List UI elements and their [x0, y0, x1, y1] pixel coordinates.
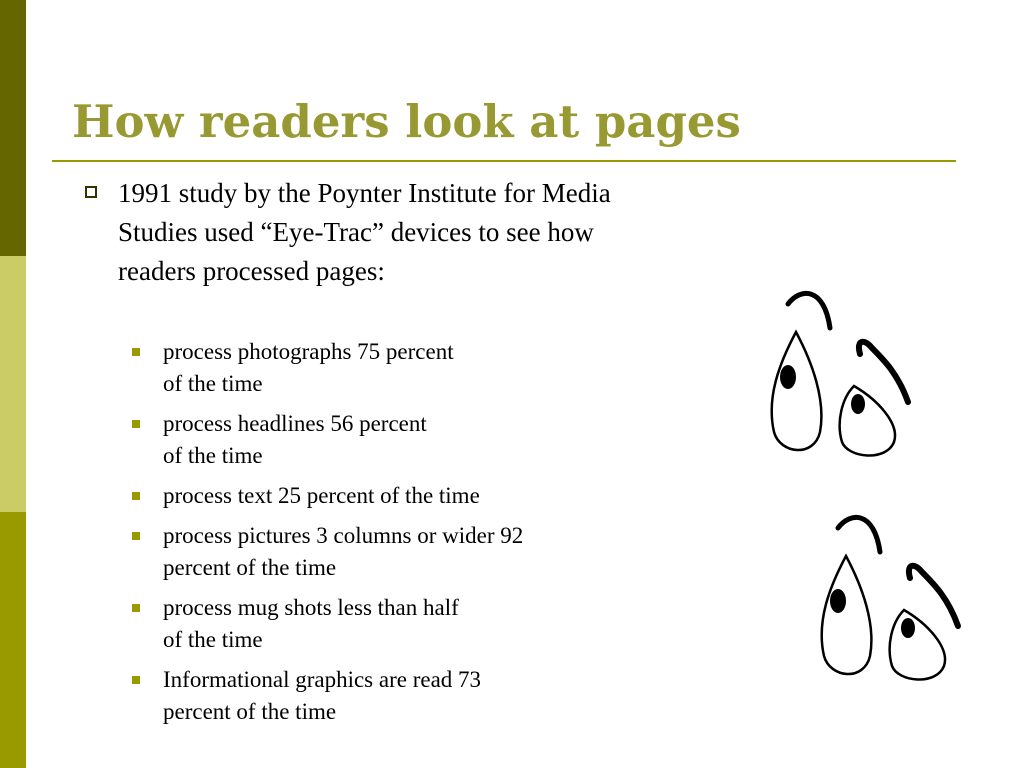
side-bar-bottom — [0, 512, 26, 768]
sub-bullet-line: percent of the time — [163, 555, 337, 580]
sub-bullet-list — [130, 336, 690, 736]
sub-bullet-line: of the time — [163, 443, 263, 468]
main-bullet-text: 1991 study by the Poynter Institute for Media Studies used “Eye-Trac” devices to see how readers processed pages: — [118, 178, 611, 286]
filled-square-bullet-icon — [132, 492, 140, 500]
sub-bullet-text — [163, 520, 653, 584]
sub-bullet-line: process text 25 percent of the time — [163, 483, 480, 508]
left-eye-outline — [822, 556, 872, 674]
left-pupil — [780, 365, 796, 389]
slide-title: How readers look at pages — [72, 95, 741, 148]
sub-bullet-text — [163, 408, 653, 472]
left-pupil — [830, 589, 846, 613]
filled-square-bullet-icon — [132, 348, 140, 356]
right-eye-outline — [840, 386, 895, 456]
left-eyebrow — [788, 293, 830, 328]
sub-bullet-line: of the time — [163, 627, 263, 652]
filled-square-bullet-icon — [132, 676, 140, 684]
sub-bullet-item — [130, 336, 653, 400]
sub-bullet-line: of the time — [163, 371, 263, 396]
sub-bullet-item — [130, 408, 653, 472]
sub-bullet-line: process photographs 75 percent — [163, 339, 454, 364]
filled-square-bullet-icon — [132, 604, 140, 612]
cartoon-eyes-icon — [762, 282, 922, 462]
hollow-square-bullet-icon — [85, 186, 97, 198]
left-eyebrow — [838, 517, 880, 552]
sub-bullet-item — [130, 520, 653, 584]
sub-bullet-line: process pictures 3 columns or wider 92 — [163, 523, 524, 548]
side-bar-middle — [0, 256, 26, 512]
filled-square-bullet-icon — [132, 532, 140, 540]
sub-bullet-line: process mug shots less than half — [163, 595, 459, 620]
sub-bullet-item — [130, 592, 653, 656]
cartoon-eyes-icon — [812, 506, 972, 686]
filled-square-bullet-icon — [132, 420, 140, 428]
sub-bullet-line: Informational graphics are read 73 — [163, 667, 482, 692]
sub-bullet-line: process headlines 56 percent — [163, 411, 427, 436]
left-eye-outline — [772, 332, 822, 450]
main-bullet — [80, 174, 700, 291]
sub-bullet-line: percent of the time — [163, 699, 337, 724]
side-bar-top — [0, 0, 26, 256]
right-pupil — [901, 618, 915, 638]
sub-bullet-text — [163, 664, 653, 728]
sub-bullet-item — [130, 664, 653, 728]
title-underline-rule — [52, 160, 956, 162]
sub-bullet-item — [130, 480, 653, 512]
sub-bullet-text — [163, 480, 653, 512]
sub-bullet-text — [163, 336, 653, 400]
right-eye-outline — [890, 610, 945, 680]
right-pupil — [851, 394, 865, 414]
sub-bullet-text — [163, 592, 653, 656]
